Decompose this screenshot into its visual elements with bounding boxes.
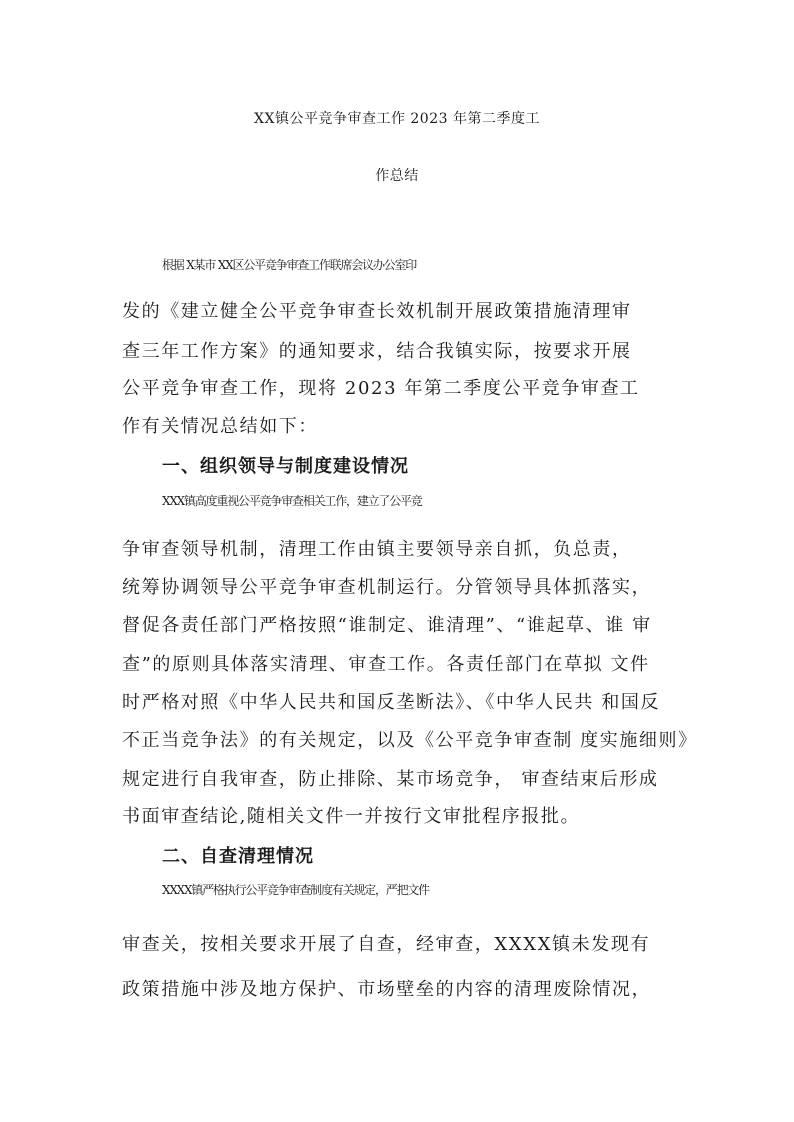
intro-line: 发的《建立健全公平竞争审查长效机制开展政策措施清理审	[122, 301, 632, 322]
section1-line: 查”的原则具体落实清理、审查工作。各责任部门在草拟 文件	[122, 654, 650, 675]
section1-line: 争审查领导机制，清理工作由镇主要领导亲自抓，负总责，	[122, 539, 632, 560]
document-title-line-2: 作总结	[375, 168, 419, 184]
section1-line: 督促各责任部门严格按照“谁制定、谁清理”、“谁起草、谁 审	[122, 615, 652, 636]
intro-line: 查三年工作方案》的通知要求，结合我镇实际，按要求开展	[122, 341, 632, 362]
intro-line: 根据 X某市 XX区公平竞争审查工作联席会议办公室印	[162, 258, 417, 272]
section2-line: 政策措施中涉及地方保护、市场壁垒的内容的清理废除情况，	[122, 979, 652, 1000]
document-title-line-1: XX镇公平竞争审查工作 2023 年第二季度工	[254, 111, 540, 127]
intro-line: 作有关情况总结如下：	[122, 416, 318, 437]
section2-line: XXXX镇严格执行公平竞争审查制度有关规定，严把文件	[162, 883, 429, 897]
section-heading-1: 一、组织领导与制度建设情况	[162, 456, 409, 477]
section1-line: 书面审查结论,随相关文件一并按行文审批程序报批。	[122, 806, 581, 827]
section2-line: 审查关，按相关要求开展了自查，经审查，XXXX镇未发现有	[122, 934, 651, 955]
section1-line: 不正当竞争法》的有关规定，以及《公平竞争审查制 度实施细则》	[122, 730, 698, 751]
intro-line: 公平竞争审查工作，现将 2023 年第二季度公平竞争审查工	[122, 378, 640, 399]
section1-line: XXX镇高度重视公平竞争审查相关工作，建立了公平竞	[162, 494, 422, 508]
section1-line: 规定进行自我审查，防止排除、某市场竞争， 审查结束后形成	[122, 769, 659, 790]
section-heading-2: 二、自查清理情况	[162, 846, 314, 867]
section1-line: 时严格对照《中华人民共和国反垄断法》、《中华人民共 和国反	[122, 692, 661, 713]
section1-line: 统筹协调领导公平竞争审查机制运行。分管领导具体抓落实，	[122, 577, 652, 598]
